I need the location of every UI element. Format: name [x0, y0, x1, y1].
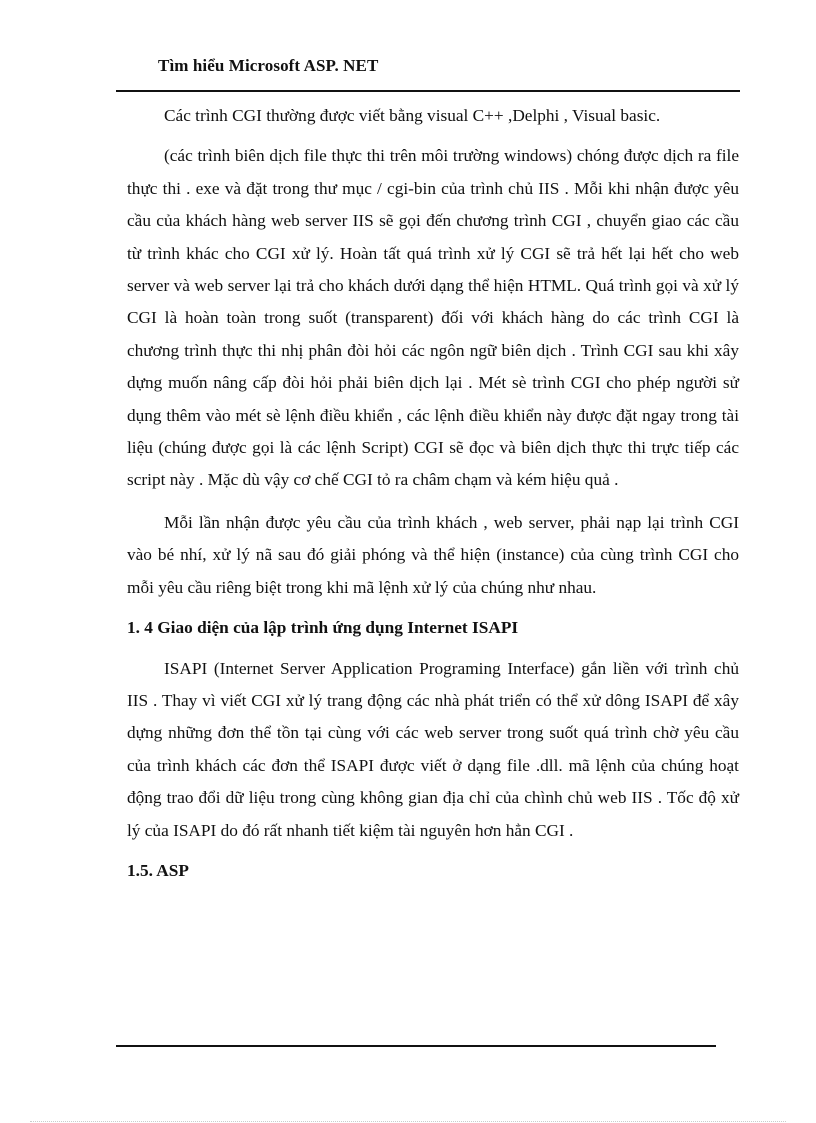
footer-divider — [116, 1045, 716, 1047]
paragraph-isapi: ISAPI (Internet Server Application Programing Interface) gắn liền với trình chủ IIS . Thay vì viết CGI xử lý trang động các nhà phát triển có thể xử dông ISAPI để xây dựng những đơn thể tồn tại cùng với các web server trong suốt quá trình chờ yêu cầu của trình khách các đơn thể ISAPI được viết ở dạng file .dll. mã lệnh của chúng hoạt động trao đổi dữ liệu trong cùng không gian địa chỉ của chình chủ web IIS . Tốc độ xử lý của ISAPI do đó rất nhanh tiết kiệm tài nguyên hơn hẳn CGI . — [127, 658, 739, 840]
page-edge-border — [30, 1121, 786, 1122]
document-body — [127, 100, 739, 895]
section-heading-isapi: 1. 4 Giao diện của lập trình ứng dụng Internet ISAPI — [127, 618, 519, 638]
paragraph-cgi-process: (các trình biên dịch file thực thi trên môi trường windows) chóng được dịch ra file thực thi . exe và đặt trong thư mục / cgi-bin của trình chủ IIS . Mỗi khi nhận được yêu cầu của khách hàng web server IIS sẽ gọi đến chương trình CGI , chuyển giao các cầu từ trình khác cho CGI xử lý. Hoàn tất quá trình xử lý CGI sẽ trả hết lại hết cho web server và web server lại trả cho khách dưới dạng thể hiện HTML. Quá trình gọi và xử lý CGI là hoàn toàn trong suốt (transparent) đối với khách hàng do các trình CGI là chương trình thực thi nhị phân đòi hỏi các ngôn ngữ biên dịch . Trình CGI sau khi xây dựng muốn nâng cấp đòi hỏi phải biên dịch lại . Mét sè trình CGI cho phép người sử dụng thêm vào mét sè lệnh điều khiển , các lệnh điều khiển này được đặt ngay trong tài liệu (chúng được gọi là các lệnh Script) CGI sẽ đọc và biên dịch thực thi trực tiếp các script này . Mặc dù vậy cơ chế CGI tỏ ra châm chạm và kém hiệu quả . — [127, 146, 739, 490]
section-heading-asp: 1.5. ASP — [127, 860, 189, 880]
paragraph-cgi-loading: Mỗi lần nhận được yêu cầu của trình khách , web server, phải nạp lại trình CGI vào bé nhí, xử lý nã sau đó giải phóng và thể hiện (instance) của cùng trình CGI cho mỗi yêu cầu riêng biệt trong khi mã lệnh xử lý của chúng như nhau. — [127, 512, 739, 597]
page-header-title: Tìm hiểu Microsoft ASP. NET — [158, 56, 379, 75]
paragraph-cgi-languages: Các trình CGI thường được viết bằng visual C++ ,Delphi , Visual basic. — [164, 106, 661, 125]
header-divider — [116, 90, 740, 92]
